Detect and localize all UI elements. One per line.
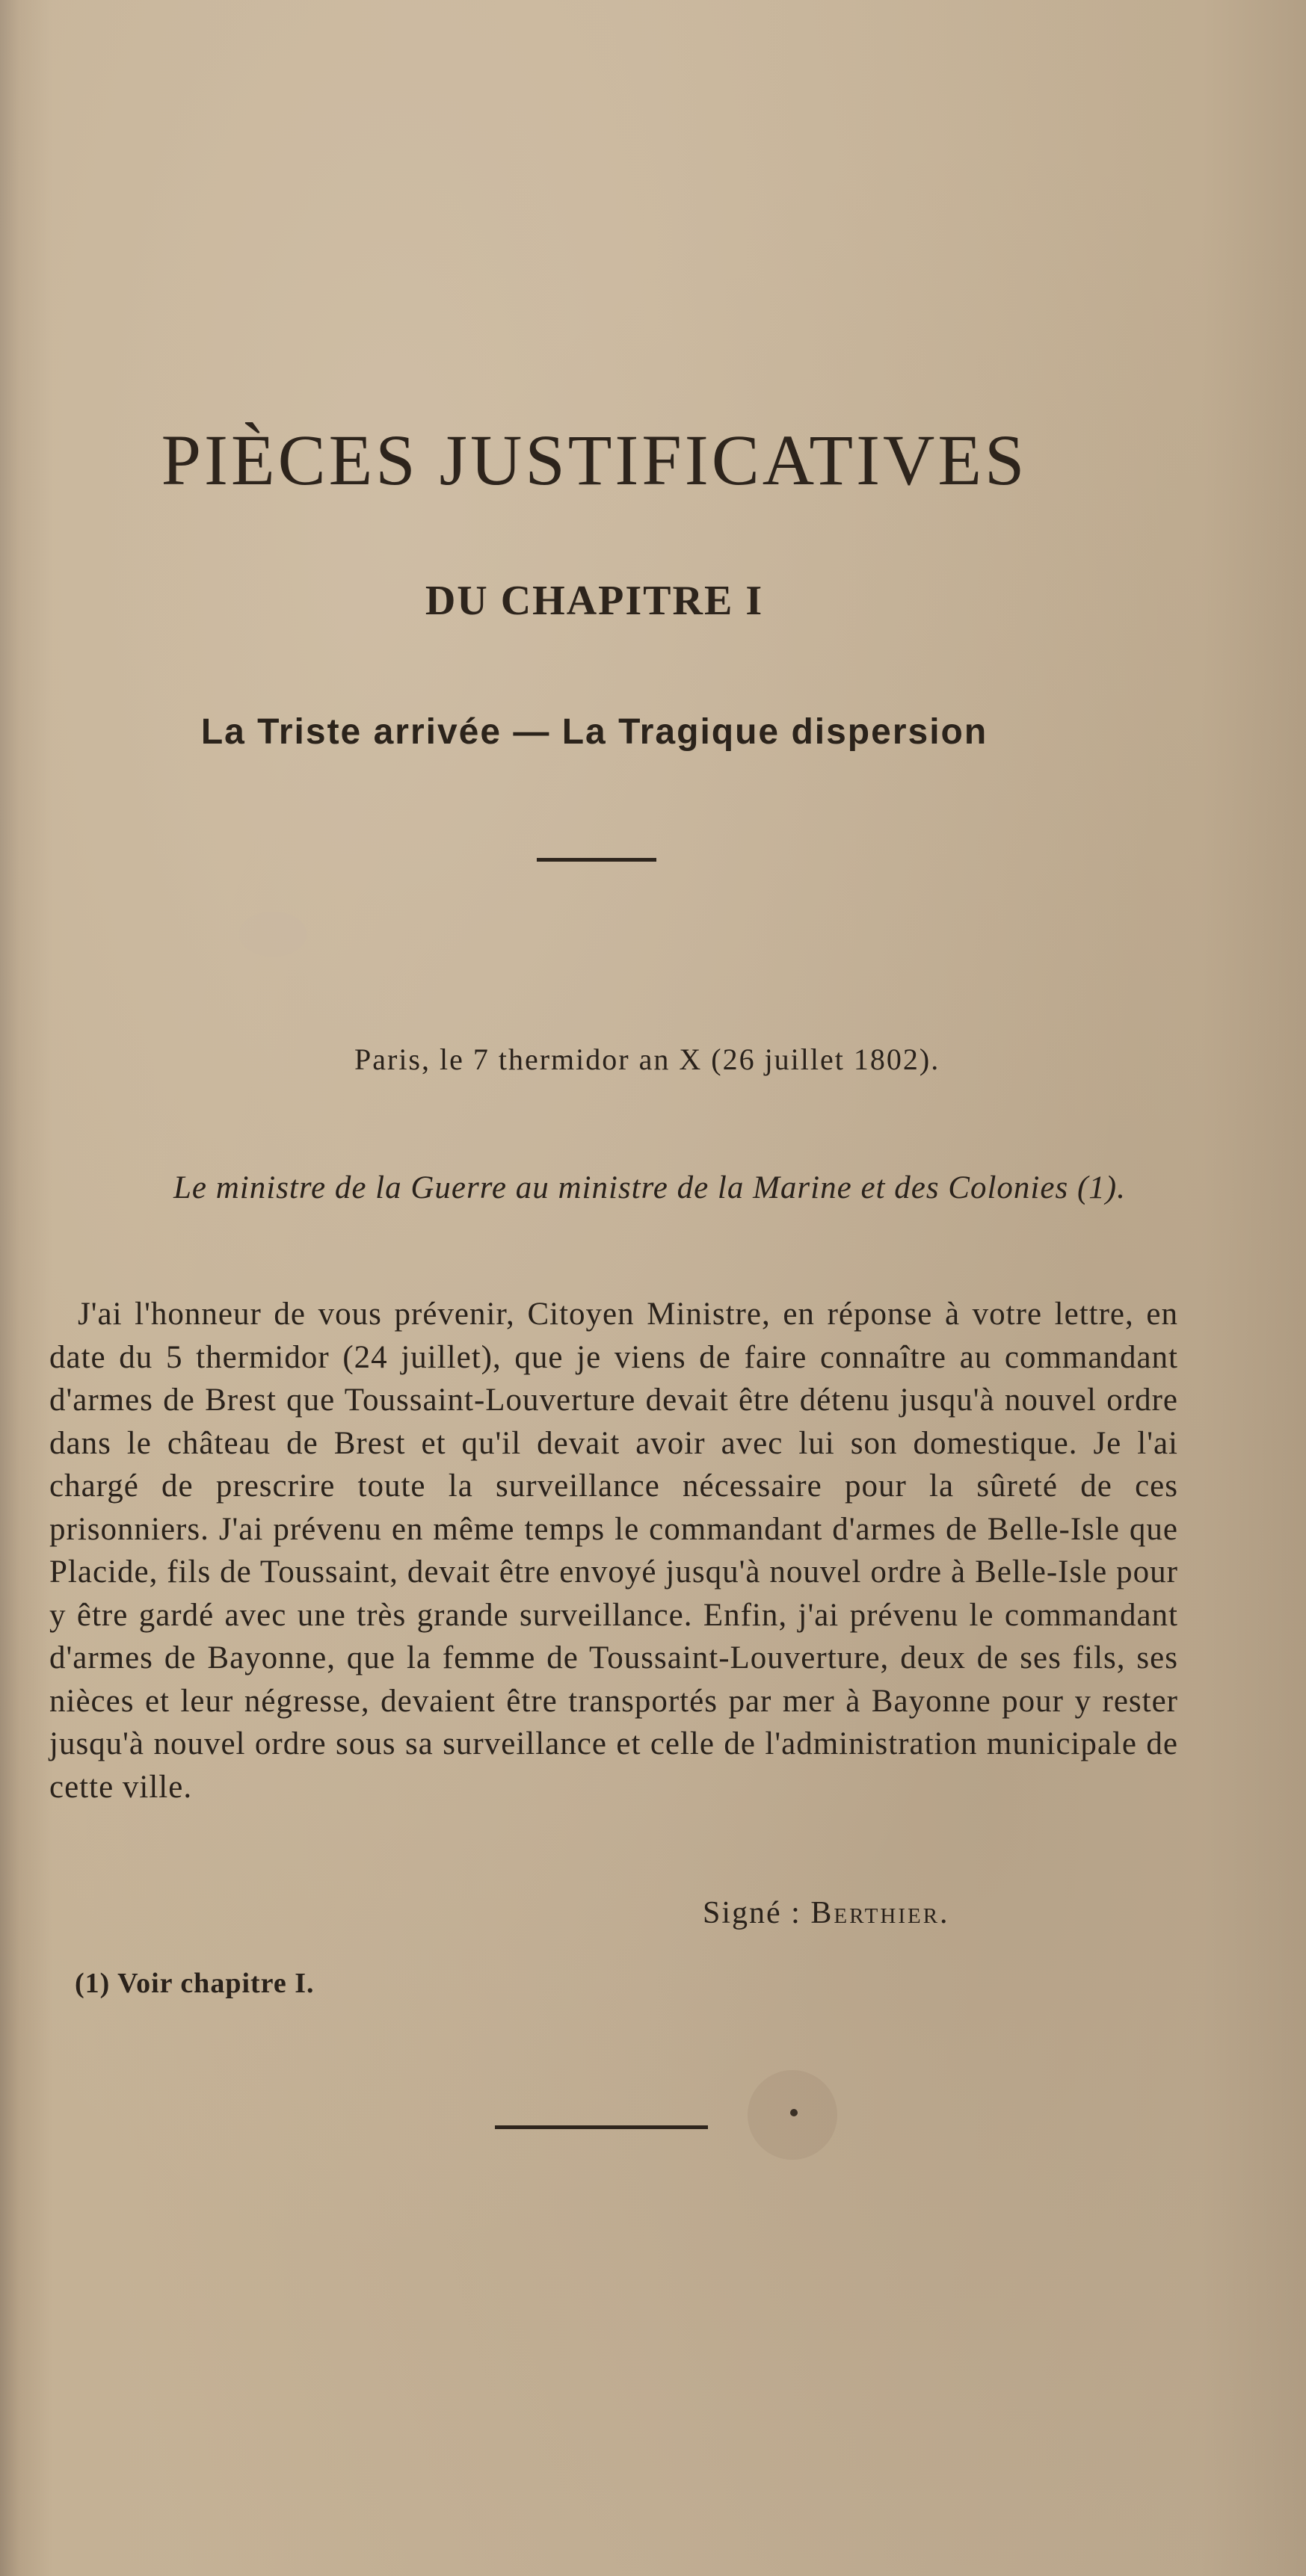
signature-label: Signé :: [703, 1896, 811, 1930]
chapter-subtitle: La Triste arrivée — La Tragique dispersion: [200, 712, 988, 752]
signature-name: Berthier.: [810, 1896, 950, 1930]
signature-line: [703, 1895, 950, 1931]
letter-addressee: Le ministre de la Guerre au ministre de la Marine et des Colonies (1).: [173, 1170, 1126, 1205]
divider-top: [537, 858, 656, 862]
footnote: (1) Voir chapitre I.: [75, 1968, 315, 1999]
letter-body: J'ai l'honneur de vous prévenir, Citoyen Ministre, en réponse à votre lettre, en date du 5 thermidor (24 juillet), que je viens de faire connaître au commandant d'armes de Brest que Toussaint-Louverture devait être détenu jusqu'à nouvel ordre dans le château de Brest et qu'il devait avoir avec lui son domestique. Je l'ai chargé de prescrire toute la surveillance nécessaire pour la sûreté de ces prisonniers. J'ai prévenu en même temps le commandant d'armes de Belle-Isle que Placide, fils de Toussaint, devait être envoyé jusqu'à nouvel ordre à Belle-Isle pour y être gardé avec une très grande surveillance. Enfin, j'ai prévenu le commandant d'armes de Bayonne, que la femme de Toussaint-Louverture, deux de ses fils, ses nièces et leur négresse, devaient être transportés par mer à Bayonne pour y rester jusqu'à nouvel ordre sous sa surveillance et celle de l'administration municipale de cette ville.: [49, 1297, 1178, 1805]
page-title: PIÈCES JUSTIFICATIVES: [161, 420, 1028, 500]
divider-bottom: [495, 2125, 708, 2129]
ornament-dot: [790, 2109, 798, 2116]
paper-stain: [239, 912, 307, 957]
place-date-line: Paris, le 7 thermidor an X (26 juillet 1802).: [354, 1043, 940, 1076]
chapter-heading: DU CHAPITRE I: [425, 578, 764, 624]
